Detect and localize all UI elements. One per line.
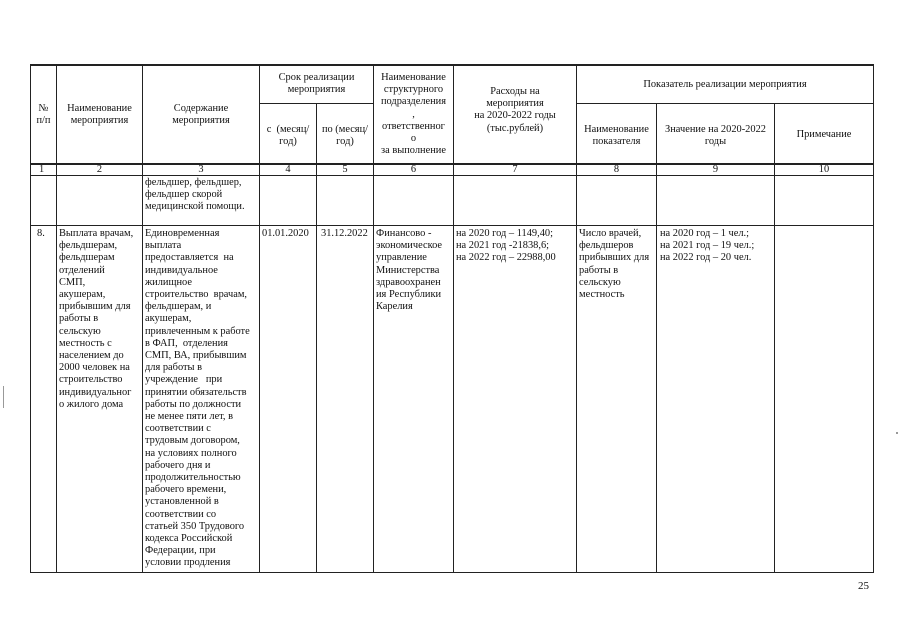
header-unit: Наименование структурного подразделения , ответственног о за выполнение [380,72,447,157]
header-term-from: с (месяц/ год) [266,124,310,148]
row8-name: Выплата врачам, фельдшерам, фельдшерам отделений СМП, акушерам, прибывшим для работы в сельскую местность с населением до 2000 человек на строительство индивидуальног о жилого дома [59,228,134,410]
header-content: Содержание мероприятия [172,103,230,127]
header-term: Срок реализации мероприятия [278,72,355,96]
column-number-4: 4 [285,164,291,175]
column-number-5: 5 [342,164,348,175]
row8-num: 8. [37,228,45,239]
scan-dot-right [896,432,898,434]
continuation-content: фельдшер, фельдшер, фельдшер скорой медицинской помощи. [145,177,245,213]
column-number-2: 2 [96,164,103,175]
header-indicator-value: Значение на 2020-2022 годы [665,124,766,148]
scan-mark-left [3,386,4,408]
row8-term-to: 31.12.2022 [321,228,368,239]
row-separator-line [30,225,873,226]
header-name: Наименование мероприятия [67,103,132,127]
subheader-line-indicator [576,103,873,104]
column-number-7: 7 [512,164,518,175]
row8-term-from: 01.01.2020 [262,228,309,239]
row8-content: Единовременная выплата предоставляется на индивидуальное жилищное строительство врачам, фельдшерам, и акушерам, привлеченным к работе в ФАП, отделения СМП, ВА, прибывшим для работы в учреждение при принятии обязательств работы по должности не менее пяти лет, в соответствии с трудовым договором, на условиях полного рабочего дня и продолжительностью рабочего времени, установленной в соответствии со статьей 350 Трудового кодекса Российской Федерации, при условии продления [145,228,250,569]
column-number-8: 8 [613,164,620,175]
column-number-6: 6 [410,164,417,175]
column-number-9: 9 [712,164,719,175]
header-indicator: Показатель реализации мероприятия [643,79,807,90]
row8-expenses: на 2020 год – 1149,40; на 2021 год -21838,6; на 2022 год – 22988,00 [456,228,556,264]
header-term-to: по (месяц/ год) [321,124,369,148]
column-line-6 [453,64,454,573]
row8-indicator-name: Число врачей, фельдшеров прибывших для работы в сельскую местность [579,228,650,301]
row8-indicator-value: на 2020 год – 1 чел.; на 2021 год – 19 чел.; на 2022 год – 20 чел. [660,228,755,264]
header-num: № п/п [36,103,51,127]
table-bottom-line [30,572,873,573]
row8-unit: Финансово - экономическое управление Министерства здравоохранен ия Республики Карелия [376,228,443,313]
column-line-2 [142,64,143,573]
column-line-0 [30,64,31,573]
page-number: 25 [858,580,869,592]
header-expenses: Расходы на мероприятия на 2020-2022 годы (тыс.рублей) [474,86,556,134]
column-line-1 [56,64,57,573]
column-number-10: 10 [818,164,830,175]
table-top-border [30,64,873,66]
column-line-10 [873,64,874,573]
header-indicator-name: Наименование показателя [584,124,649,148]
column-number-1: 1 [39,164,45,175]
header-note: Примечание [796,129,852,140]
column-number-3: 3 [198,164,204,175]
